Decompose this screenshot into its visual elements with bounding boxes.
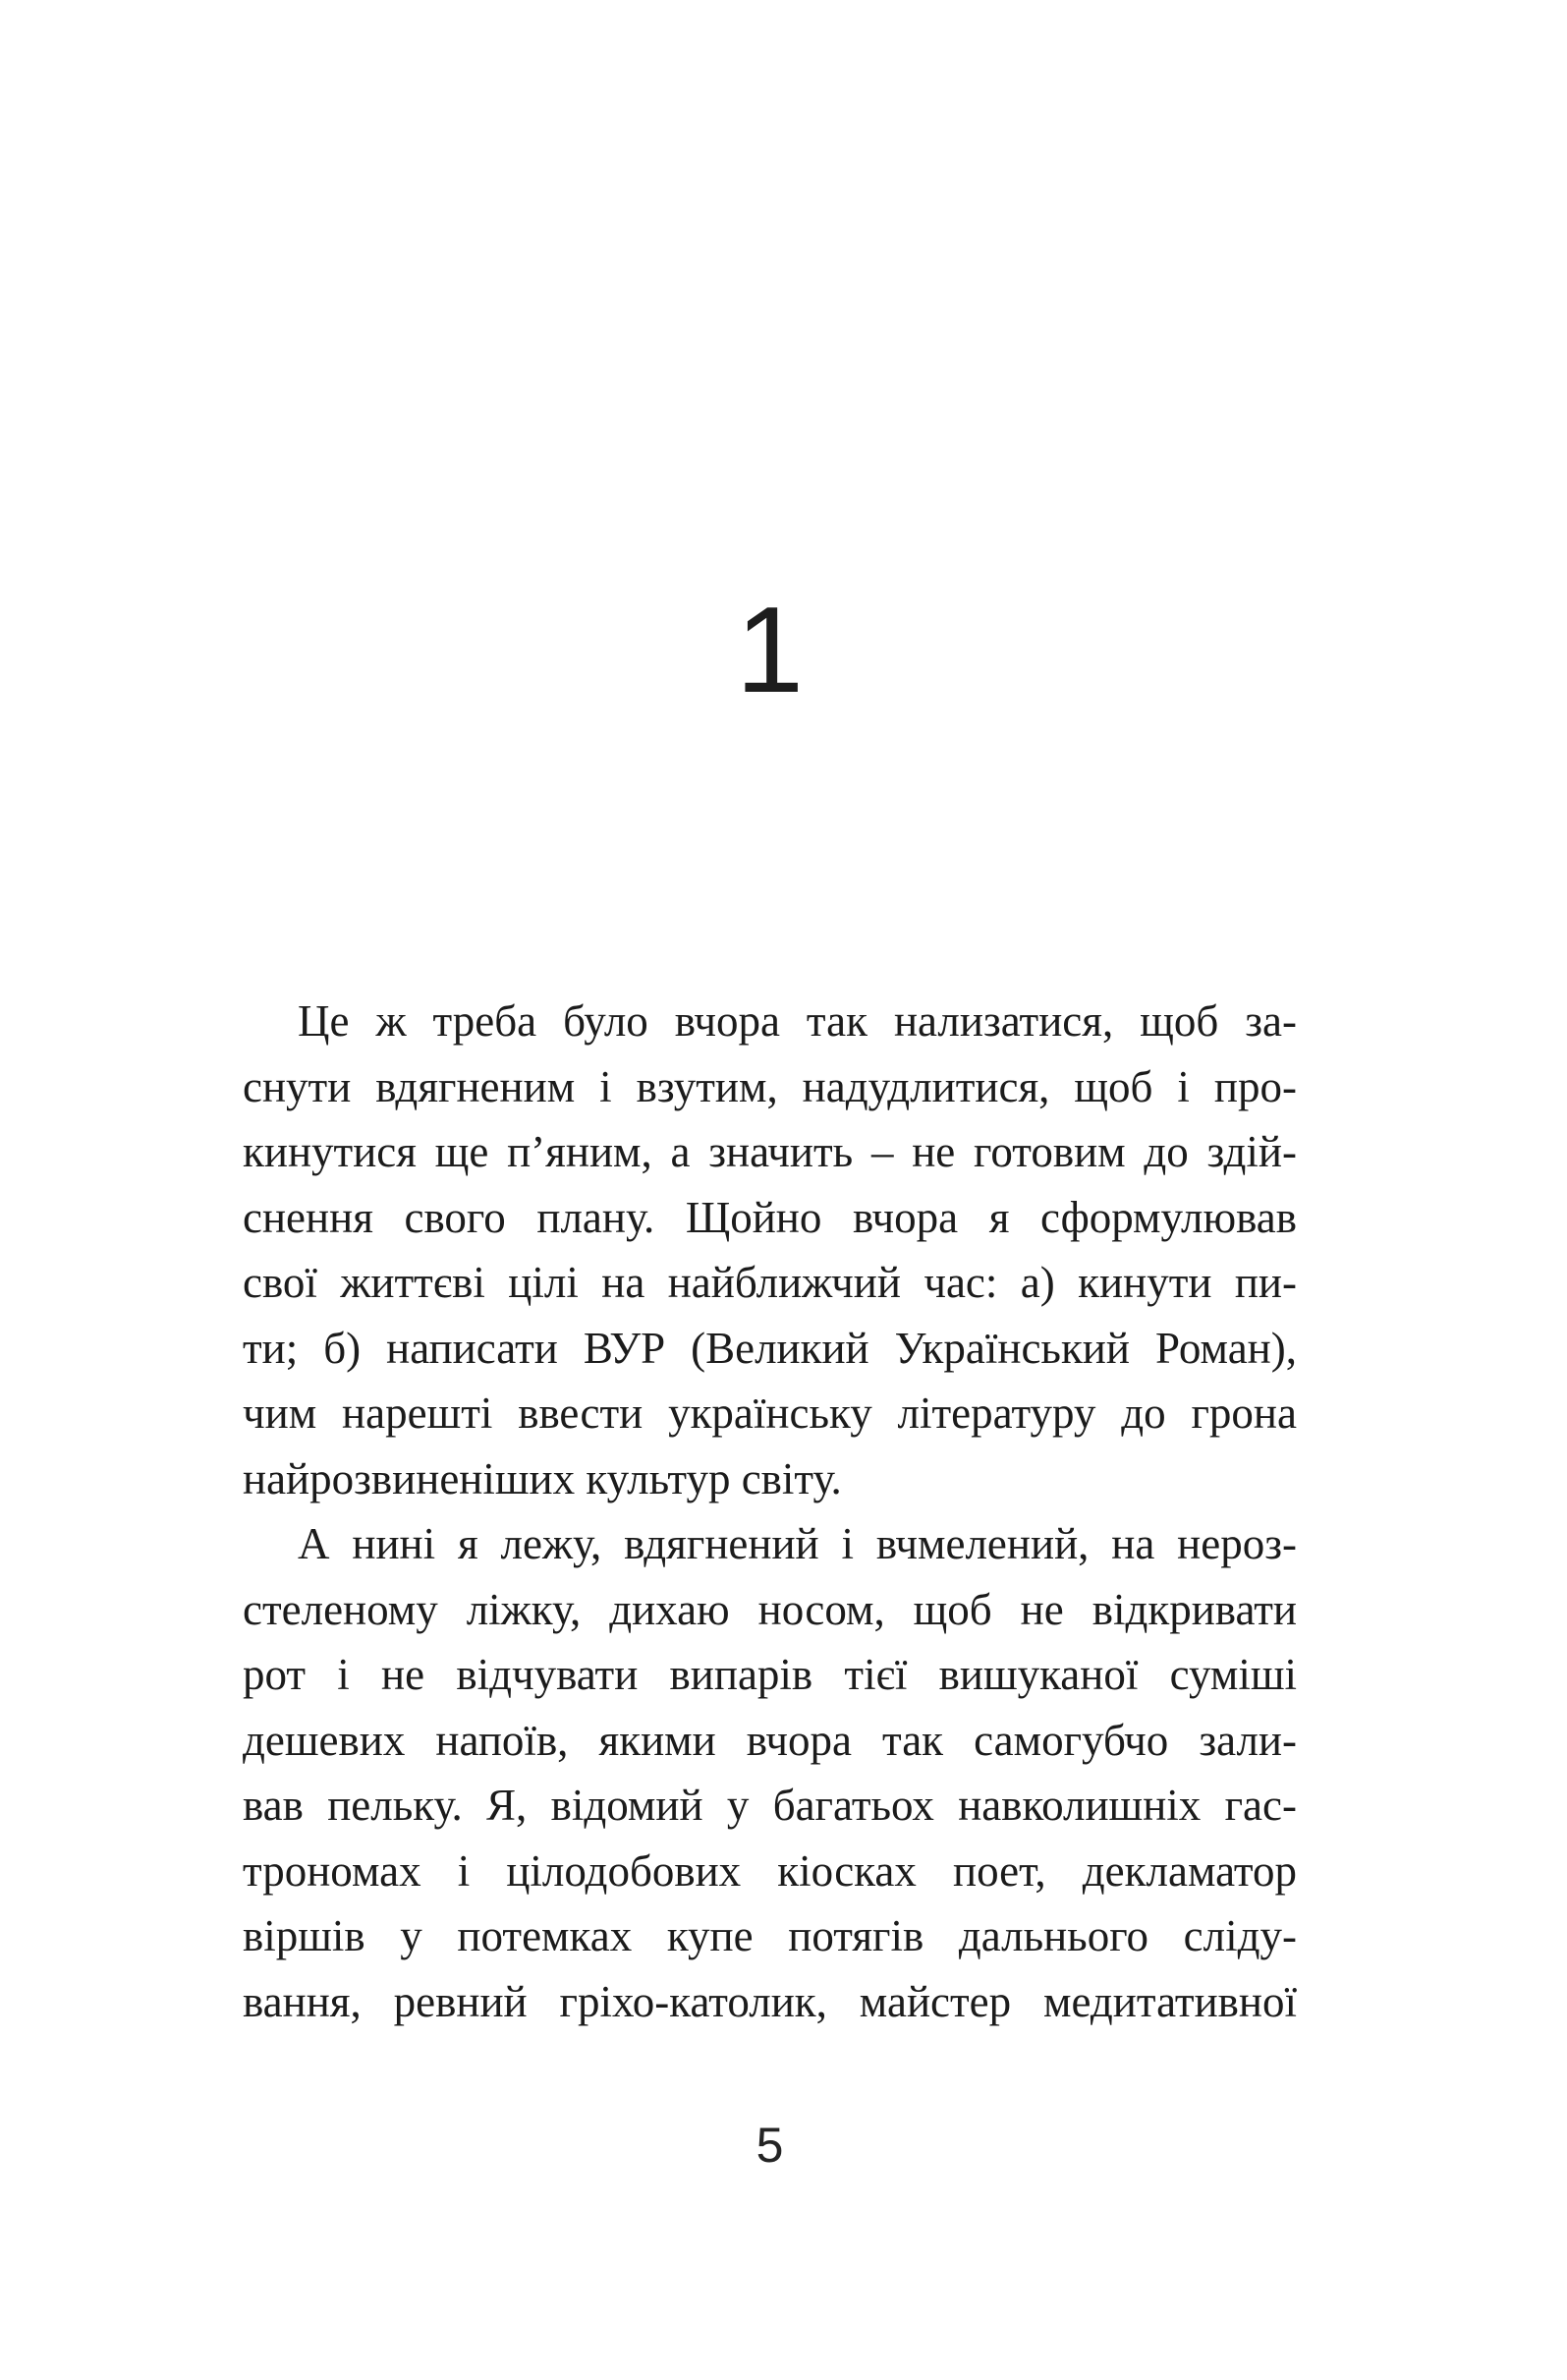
text-line: снення свого плану. Щойно вчора я сформулював bbox=[243, 1192, 1297, 1242]
text-line: трономах і цілодобових кіосках поет, декламатор bbox=[243, 1845, 1297, 1896]
page-number: 5 bbox=[756, 2118, 784, 2173]
body-text bbox=[243, 989, 1297, 2034]
text-line: вав пельку. Я, відомий у багатьох навколишніх гас- bbox=[243, 1781, 1297, 1830]
paragraph bbox=[243, 989, 1297, 1511]
paragraph bbox=[243, 1511, 1297, 2034]
text-line: віршів у потемках купе потягів дальнього сліду- bbox=[243, 1911, 1297, 1960]
chapter-number: 1 bbox=[736, 583, 804, 718]
text-line: кинутися ще п’яним, а значить – не готовим до здій- bbox=[243, 1127, 1297, 1176]
text-line: дешевих напоїв, якими вчора так самогубчо зали- bbox=[243, 1715, 1297, 1765]
text-line: стеленому ліжку, дихаю носом, щоб не відкривати bbox=[243, 1584, 1297, 1634]
text-line: вання, ревний гріхо-католик, майстер медитативної bbox=[243, 1976, 1297, 2026]
text-line: А нині я лежу, вдягнений і вчмелений, на нероз- bbox=[298, 1519, 1297, 1568]
text-line: найрозвиненіших культур світу. bbox=[243, 1453, 842, 1503]
text-line: рот і не відчувати випарів тієї вишуканої суміші bbox=[243, 1650, 1297, 1699]
text-line: свої життєві цілі на найближчий час: а) кинути пи- bbox=[243, 1258, 1297, 1307]
text-line: Це ж треба було вчора так нализатися, щоб за- bbox=[298, 996, 1297, 1046]
text-line: чим нарешті ввести українську літературу до грона bbox=[243, 1388, 1297, 1438]
text-line: ти; б) написати ВУР (Великий Український Роман), bbox=[243, 1323, 1297, 1373]
text-line: снути вдягненим і взутим, надудлитися, щоб і про- bbox=[243, 1061, 1297, 1111]
